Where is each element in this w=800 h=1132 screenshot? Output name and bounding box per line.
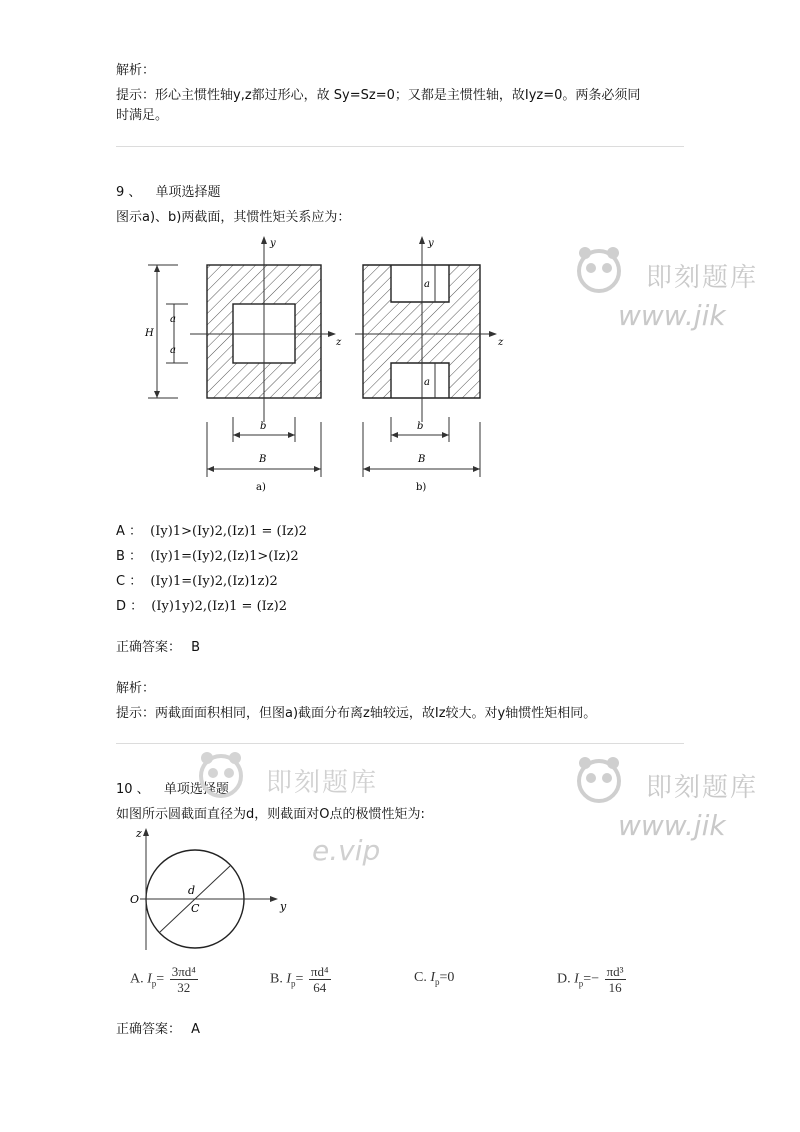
fig-a-a-label-top: a xyxy=(170,314,176,325)
q9-stem: 图示a)、b)两截面，其惯性矩关系应为： xyxy=(116,210,351,225)
q10-option-d-key: D. xyxy=(557,971,571,987)
q9-option-a[interactable] xyxy=(116,523,307,541)
fig-q10-z-label: z xyxy=(136,827,142,840)
q9-header xyxy=(116,184,221,202)
q9-type: 单项选择题 xyxy=(155,185,221,200)
q10-option-d-num: πd³ xyxy=(606,964,624,979)
watermark-brand-right-top: 即刻题库 xyxy=(646,263,759,293)
q9-hint: 提示：两截面面积相同，但图a)截面分布离z轴较远，故Iz较大。对y轴惯性矩相同。 xyxy=(116,706,597,721)
q9-option-d[interactable] xyxy=(116,598,287,616)
fig-b-y-label: y xyxy=(428,238,434,249)
q10-option-b-key: B. xyxy=(270,971,283,987)
q10-option-c-key: C. xyxy=(414,970,427,985)
q9-option-b-text: (Iy)1=(Iy)2,(Iz)1>(Iz)2 xyxy=(150,549,299,564)
q10-option-b-num: πd⁴ xyxy=(310,964,329,979)
q10-number: 10 、 xyxy=(116,782,150,797)
q9-answer xyxy=(116,639,200,657)
q10-option-d-lhs: I xyxy=(574,971,579,987)
q10-option-d-eq: = xyxy=(583,971,592,987)
q10-option-c-lhs: I xyxy=(430,970,436,985)
prev-hint-line1: 提示：形心主惯性轴y,z都过形心，故 Sy=Sz=0；又都是主惯性轴，故Iyz=0。两条必须同 xyxy=(116,88,641,103)
fig-a-b-label: b xyxy=(260,421,267,432)
fig-q10-O-label: O xyxy=(130,893,140,906)
watermark-brand-right-bottom: 即刻题库 xyxy=(646,773,759,803)
q9-number: 9 、 xyxy=(116,185,142,200)
q9-option-d-key: D ： xyxy=(116,599,144,614)
fig-b-caption: b) xyxy=(416,482,427,493)
fig-q10-y-label: y xyxy=(280,900,287,913)
q10-option-a-fraction xyxy=(170,964,198,995)
q9-option-c[interactable] xyxy=(116,573,278,591)
q10-option-c-sub: p xyxy=(435,976,440,987)
watermark-right-top xyxy=(572,235,800,355)
q10-option-a-eq: = xyxy=(156,971,165,987)
q9-option-a-key: A ： xyxy=(116,524,143,539)
q10-type: 单项选择题 xyxy=(163,782,229,797)
q9-option-b[interactable] xyxy=(116,548,299,566)
fig-q10-d-label: d xyxy=(188,884,196,897)
q9-analysis-label: 解析： xyxy=(116,681,156,696)
q9-answer-value: B xyxy=(191,640,201,655)
fig-a-z-label: z xyxy=(336,337,342,348)
fig-a-caption: a) xyxy=(256,482,266,493)
fig-q10-C-label: C xyxy=(191,902,200,915)
q9-answer-label: 正确答案： xyxy=(116,640,182,655)
q10-option-b-eq: = xyxy=(295,971,304,987)
q10-option-c-eq: =0 xyxy=(439,970,455,985)
q10-option-a-sub: p xyxy=(151,978,157,989)
q10-answer-label: 正确答案： xyxy=(116,1022,182,1037)
q9-figure xyxy=(130,232,510,500)
q10-option-a-lhs: I xyxy=(147,971,152,987)
q10-answer-value: A xyxy=(191,1022,201,1037)
q9-option-a-text: (Iy)1>(Iy)2,(Iz)1 = (Iz)2 xyxy=(150,524,307,539)
panda-logo-icon xyxy=(198,748,244,806)
q10-option-b[interactable] xyxy=(270,964,331,995)
q10-option-d-sub: p xyxy=(578,978,584,989)
fig-b-b-label: b xyxy=(417,421,424,432)
fig-b-z-label: z xyxy=(498,337,504,348)
q10-option-a-key: A. xyxy=(130,971,144,987)
q9-option-b-key: B ： xyxy=(116,549,143,564)
q9-option-c-text: (Iy)1=(Iy)2,(Iz)1z)2 xyxy=(150,574,278,589)
watermark-brand-center: 即刻题库 xyxy=(266,768,379,798)
q10-option-d-den: 16 xyxy=(608,980,622,995)
q10-option-b-lhs: I xyxy=(286,971,292,987)
q10-answer xyxy=(116,1021,200,1039)
fig-a-y-label: y xyxy=(270,238,276,249)
q9-option-d-text: (Iy)1y)2,(Iz)1 = (Iz)2 xyxy=(151,599,287,614)
fig-a-B-label: B xyxy=(259,454,267,465)
q10-option-a-den: 32 xyxy=(177,980,191,995)
watermark-url-center: e.vip xyxy=(312,834,381,867)
q10-option-c[interactable] xyxy=(414,970,454,987)
divider xyxy=(116,146,684,147)
q10-option-a-num: 3πd⁴ xyxy=(171,964,196,979)
panda-logo-icon xyxy=(576,753,622,811)
fig-b-a-label-bottom: a xyxy=(424,377,430,388)
fig-b-a-label-top: a xyxy=(424,279,430,290)
panda-logo-icon xyxy=(576,243,622,301)
watermark-right-bottom xyxy=(572,745,800,865)
q10-option-b-fraction xyxy=(309,964,331,995)
q10-option-b-den: 64 xyxy=(313,980,327,995)
q10-option-d-fraction xyxy=(605,964,626,995)
q10-option-d[interactable] xyxy=(557,964,626,995)
watermark-url-right-bottom: www.jik xyxy=(618,809,726,842)
prev-hint-line2: 时满足。 xyxy=(116,108,169,123)
q9-option-c-key: C ： xyxy=(116,574,143,589)
q10-option-b-sub: p xyxy=(291,978,296,989)
watermark-center xyxy=(196,742,436,882)
fig-b-B-label: B xyxy=(418,454,426,465)
q10-stem: 如图所示圆截面直径为d，则截面对O点的极惯性矩为: xyxy=(116,807,425,822)
prev-analysis-label: 解析： xyxy=(116,63,156,78)
fig-a-a-label-bottom: a xyxy=(170,345,176,356)
q10-option-d-sign: − xyxy=(591,971,600,987)
fig-a-H-label: H xyxy=(145,328,154,339)
q10-option-a[interactable] xyxy=(130,964,198,995)
watermark-url-right-top: www.jik xyxy=(618,299,726,332)
